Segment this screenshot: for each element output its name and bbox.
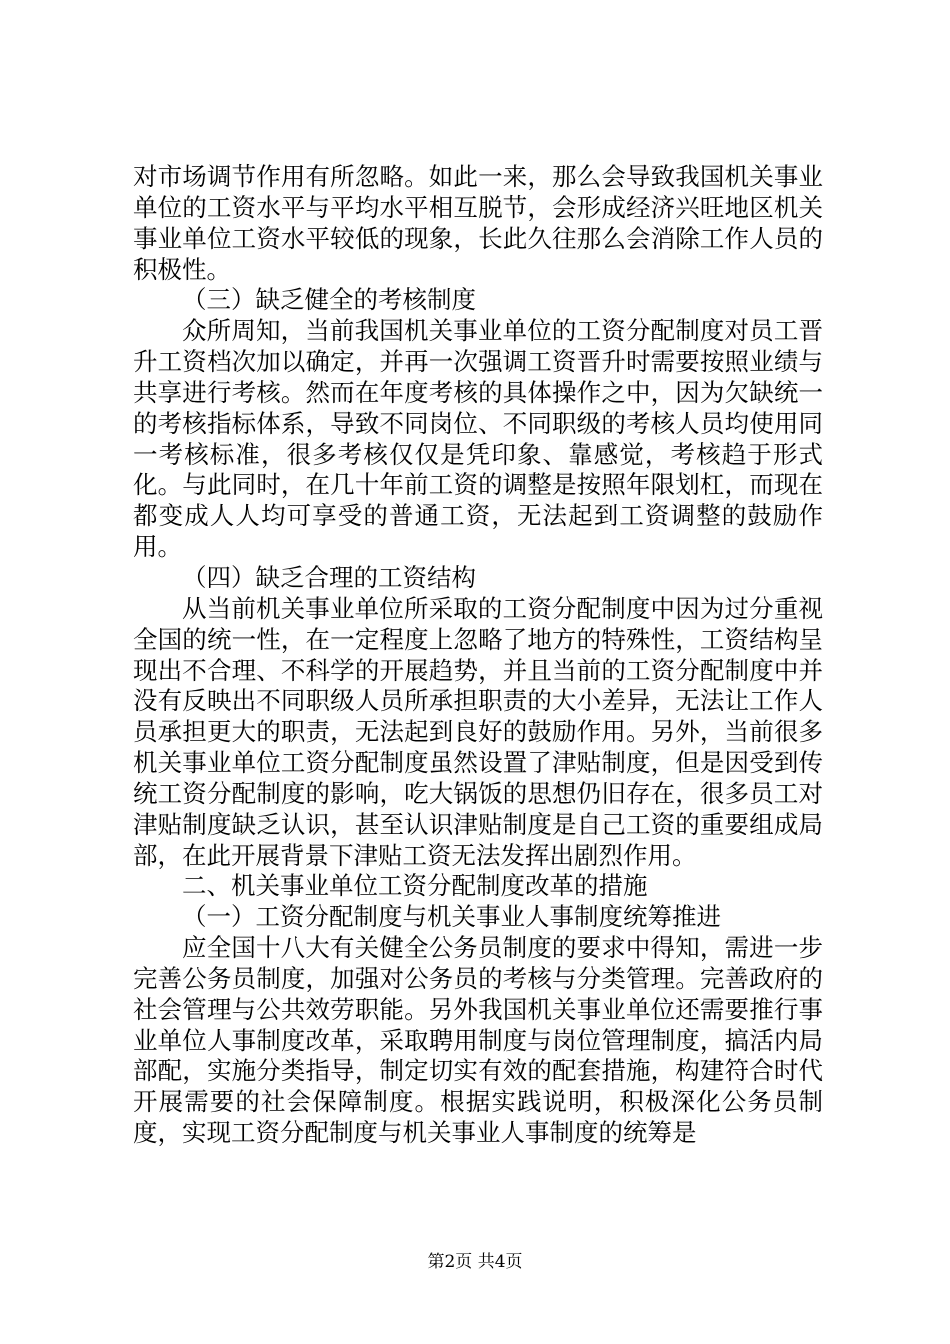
document-body	[133, 162, 823, 1149]
subsection-heading: （一）工资分配制度与机关事业人事制度统筹推进	[182, 902, 721, 932]
section-heading: 二、机关事业单位工资分配制度改革的措施	[182, 871, 648, 901]
body-paragraph: 众所周知，当前我国机关事业单位的工资分配制度对员工晋升工资档次加以确定，并再一次强调工资晋升时需要按照业绩与共享进行考核。然而在年度考核的具体操作之中，因为欠缺统一的考核指标体系，导致不同岗位、不同职级的考核人员均使用同一考核标准，很多考核仅仅是凭印象、靠感觉，考核趋于形式化。与此同时，在几十年前工资的调整是按照年限划杠，而现在都变成人人均可享受的普通工资，无法起到工资调整的鼓励作用。	[133, 316, 823, 562]
body-paragraph: 应全国十八大有关健全公务员制度的要求中得知，需进一步完善公务员制度，加强对公务员的考核与分类管理。完善政府的社会管理与公共效劳职能。另外我国机关事业单位还需要推行事业单位人事制度改革，采取聘用制度与岗位管理制度，搞活内局部配，实施分类指导，制定切实有效的配套措施，构建符合时代开展需要的社会保障制度。根据实践说明，积极深化公务员制度，实现工资分配制度与机关事业人事制度的统筹是	[133, 933, 823, 1148]
page-footer: 第2页 共4页	[427, 1252, 523, 1272]
body-paragraph: 从当前机关事业单位所采取的工资分配制度中因为过分重视全国的统一性，在一定程度上忽略了地方的特殊性，工资结构呈现出不合理、不科学的开展趋势，并且当前的工资分配制度中并没有反映出不同职级人员所承担职责的大小差异，无法让工作人员承担更大的职责，无法起到良好的鼓励作用。另外，当前很多机关事业单位工资分配制度虽然设置了津贴制度，但是因受到传统工资分配制度的影响，吃大锅饭的思想仍旧存在，很多员工对津贴制度缺乏认识，甚至认识津贴制度是自己工资的重要组成局部，在此开展背景下津贴工资无法发挥出剧烈作用。	[133, 593, 823, 870]
section-heading: （四）缺乏合理的工资结构	[182, 562, 476, 592]
body-paragraph: 对市场调节作用有所忽略。如此一来，那么会导致我国机关事业单位的工资水平与平均水平相互脱节，会形成经济兴旺地区机关事业单位工资水平较低的现象，长此久往那么会消除工作人员的积极性。	[133, 162, 823, 284]
section-heading: （三）缺乏健全的考核制度	[182, 285, 476, 315]
